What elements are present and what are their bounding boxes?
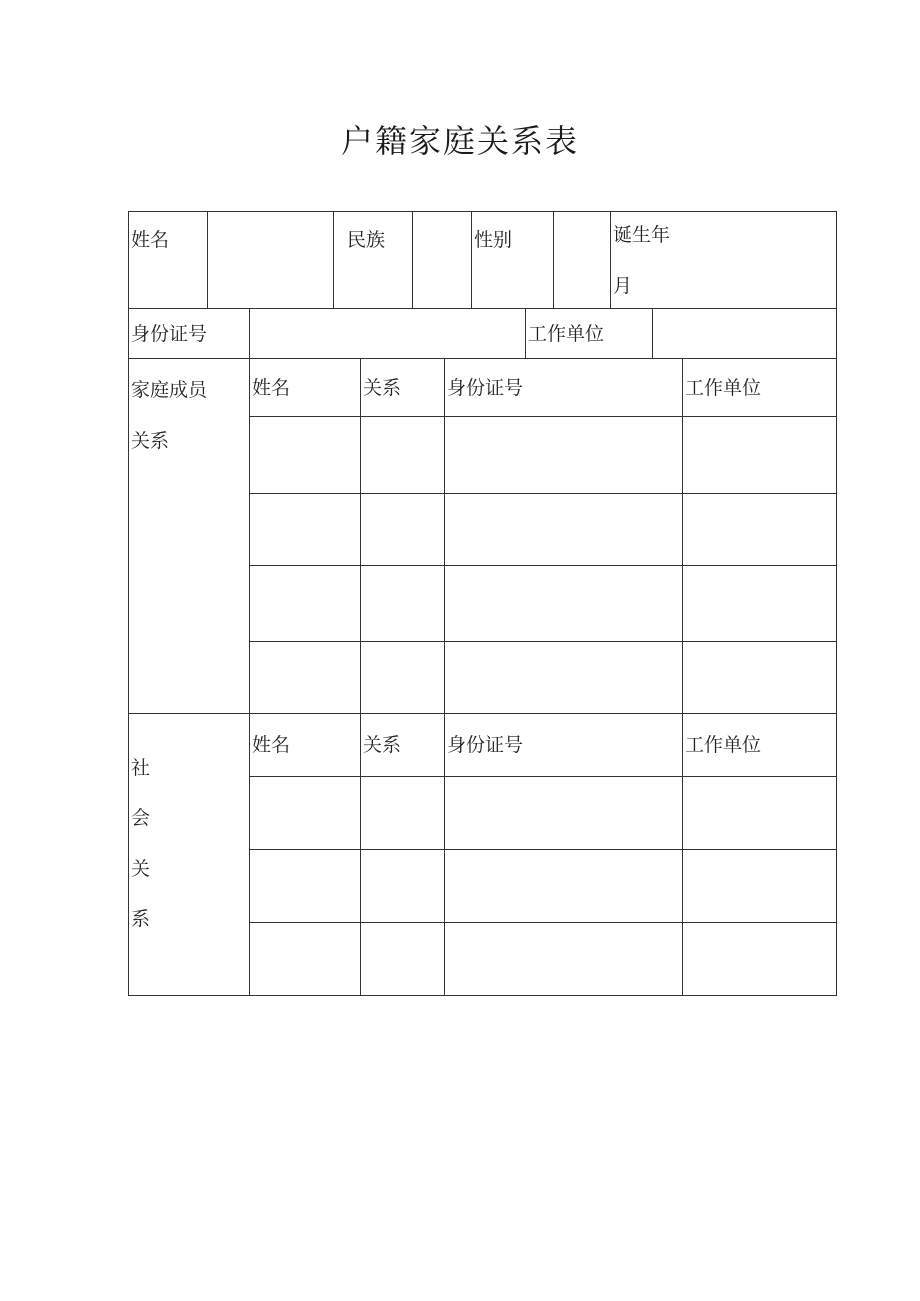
birth-label-line1: 诞生年 [613, 224, 671, 246]
social-section-char: 关 [131, 858, 151, 880]
social-section-char: 会 [131, 807, 151, 829]
border-line [682, 358, 683, 996]
border-line [553, 211, 554, 308]
id-number-label: 身份证号 [131, 323, 208, 345]
social-col-relation: 关系 [363, 734, 402, 756]
border-line [610, 211, 611, 308]
border-line [249, 849, 837, 850]
birth-label-line2: 月 [613, 275, 633, 297]
border-line [360, 358, 361, 996]
social-col-id: 身份证号 [447, 734, 524, 756]
border-line [836, 211, 837, 996]
social-section-char: 社 [131, 757, 151, 779]
family-col-relation: 关系 [363, 377, 402, 399]
border-line [412, 211, 413, 308]
border-line [249, 493, 837, 494]
family-section-label-cont: 关系 [131, 430, 170, 452]
border-line [249, 308, 250, 358]
border-line [525, 308, 526, 358]
border-line [128, 211, 837, 212]
page-title: 户籍家庭关系表 [340, 122, 579, 160]
border-line [207, 211, 208, 308]
border-line [249, 641, 837, 642]
work-unit-label: 工作单位 [528, 323, 605, 345]
border-line [128, 308, 837, 309]
border-line [333, 211, 334, 308]
ethnicity-label: 民族 [347, 229, 386, 251]
border-line [249, 358, 250, 996]
border-line [444, 358, 445, 996]
border-line [249, 776, 837, 777]
family-col-id: 身份证号 [447, 377, 524, 399]
border-line [128, 358, 837, 359]
social-section-char: 系 [131, 908, 151, 930]
gender-label: 性别 [474, 229, 513, 251]
name-label: 姓名 [131, 229, 170, 251]
border-line [249, 922, 837, 923]
border-line [652, 308, 653, 358]
border-line [471, 211, 472, 308]
border-line [128, 211, 129, 996]
border-line [249, 416, 837, 417]
social-col-work: 工作单位 [685, 734, 762, 756]
border-line [128, 995, 837, 996]
social-col-name: 姓名 [252, 734, 291, 756]
border-line [249, 565, 837, 566]
family-col-work: 工作单位 [685, 377, 762, 399]
family-section-label: 家庭成员 [131, 379, 208, 401]
family-col-name: 姓名 [252, 377, 291, 399]
border-line [128, 713, 837, 714]
